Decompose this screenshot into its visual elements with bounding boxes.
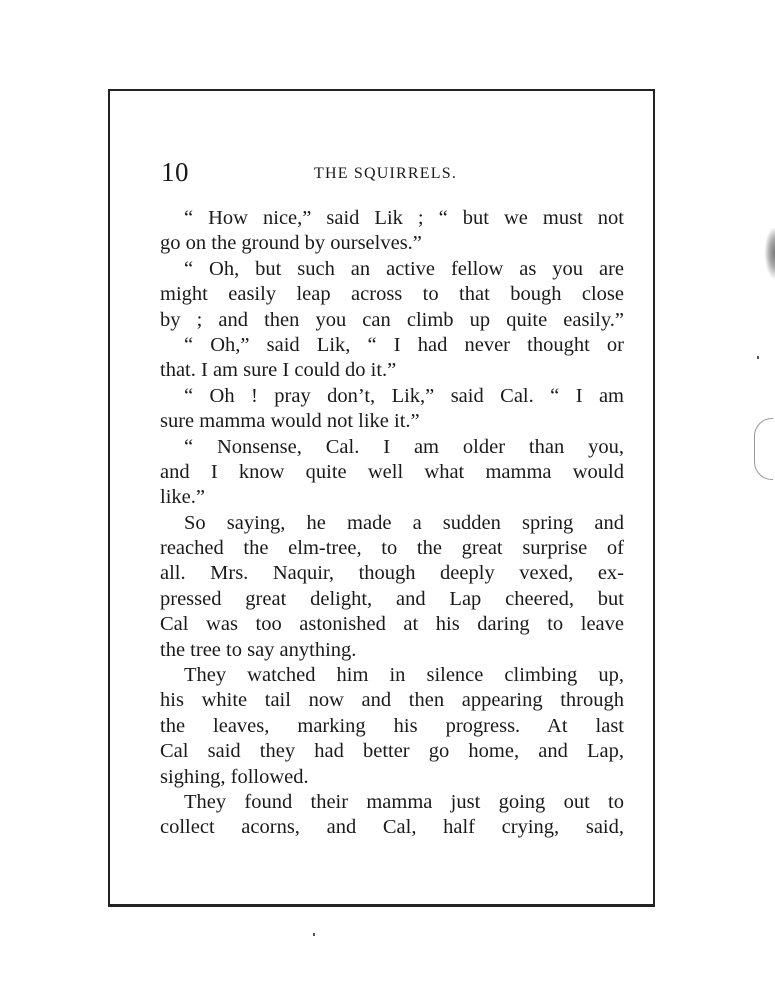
edge-smudge bbox=[765, 228, 775, 278]
text-line: sure mamma would not like it.” bbox=[160, 410, 420, 433]
text-line: sighing, followed. bbox=[160, 765, 309, 788]
text-line: collect acorns, and Cal, half crying, said, bbox=[160, 816, 624, 839]
text-line: “ Oh,” said Lik, “ I had never thought or bbox=[184, 333, 624, 356]
text-line: Cal was too astonished at his daring to leave bbox=[160, 613, 624, 636]
text-line: that. I am sure I could do it.” bbox=[160, 359, 397, 382]
text-line: might easily leap across to that bough close bbox=[160, 283, 624, 306]
text-line: go on the ground by ourselves.” bbox=[160, 232, 422, 255]
text-line: reached the elm-tree, to the great surprise of bbox=[160, 537, 624, 560]
edge-mark bbox=[754, 418, 773, 480]
text-line: all. Mrs. Naquir, though deeply vexed, ex- bbox=[160, 562, 624, 585]
text-line: and I know quite well what mamma would bbox=[160, 460, 624, 483]
text-line: They found their mamma just going out to bbox=[184, 790, 624, 813]
speck bbox=[313, 933, 315, 936]
text-line: by ; and then you can climb up quite easily.” bbox=[160, 308, 624, 331]
running-title: THE SQUIRRELS. bbox=[314, 165, 458, 182]
page-number: 10 bbox=[161, 157, 189, 187]
text-line: They watched him in silence climbing up, bbox=[184, 664, 624, 687]
text-line: like.” bbox=[160, 486, 205, 509]
text-line: Cal said they had better go home, and Lap, bbox=[160, 740, 624, 763]
text-line: “ Oh ! pray don’t, Lik,” said Cal. “ I am bbox=[184, 384, 624, 407]
text-line: pressed great delight, and Lap cheered, but bbox=[160, 587, 624, 610]
text-line: the leaves, marking his progress. At last bbox=[160, 714, 624, 737]
text-line: “ Oh, but such an active fellow as you are bbox=[184, 257, 624, 280]
text-line: “ How nice,” said Lik ; “ but we must not bbox=[184, 207, 624, 229]
text-line: his white tail now and then appearing through bbox=[160, 689, 624, 712]
running-head bbox=[161, 152, 623, 192]
text-line: the tree to say anything. bbox=[160, 638, 357, 661]
speck bbox=[757, 356, 759, 359]
body-text bbox=[160, 206, 624, 841]
text-line: So saying, he made a sudden spring and bbox=[184, 511, 624, 534]
text-line: “ Nonsense, Cal. I am older than you, bbox=[184, 435, 624, 458]
